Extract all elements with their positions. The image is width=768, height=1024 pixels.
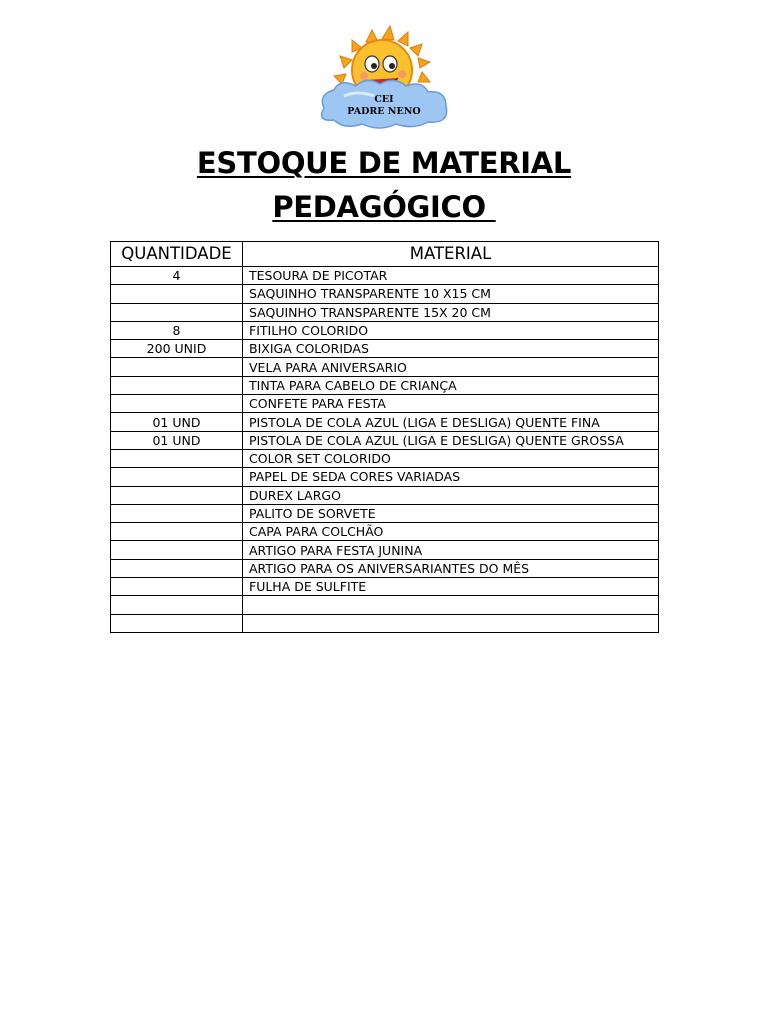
quantity-cell	[111, 504, 243, 522]
quantity-cell: 01 UND	[111, 413, 243, 431]
table-row	[111, 413, 659, 431]
logo-text-name: PADRE NENO	[347, 106, 421, 117]
material-cell: PALITO DE SORVETE	[243, 504, 659, 522]
material-cell: ARTIGO PARA OS ANIVERSARIANTES DO MÊS	[243, 559, 659, 577]
table-row	[111, 395, 659, 413]
table-row	[111, 523, 659, 541]
quantity-cell	[111, 486, 243, 504]
table-row	[111, 486, 659, 504]
header-material: MATERIAL	[243, 242, 659, 267]
quantity-cell	[111, 559, 243, 577]
quantity-cell	[111, 614, 243, 632]
table-row	[111, 358, 659, 376]
quantity-cell	[111, 449, 243, 467]
material-cell: FITILHO COLORIDO	[243, 321, 659, 339]
material-cell: TESOURA DE PICOTAR	[243, 267, 659, 285]
material-cell: COLOR SET COLORIDO	[243, 449, 659, 467]
material-cell	[243, 596, 659, 614]
material-cell: TINTA PARA CABELO DE CRIANÇA	[243, 376, 659, 394]
quantity-cell	[111, 395, 243, 413]
material-cell: PAPEL DE SEDA CORES VARIADAS	[243, 468, 659, 486]
material-cell: CAPA PARA COLCHÃO	[243, 523, 659, 541]
table-row	[111, 285, 659, 303]
table-row	[111, 614, 659, 632]
table-row	[111, 431, 659, 449]
page-title-line2: PEDAGÓGICO	[272, 190, 496, 224]
table-row	[111, 596, 659, 614]
inventory-table	[110, 241, 659, 633]
quantity-cell: 8	[111, 321, 243, 339]
quantity-cell: 4	[111, 267, 243, 285]
table-row	[111, 541, 659, 559]
table-row	[111, 303, 659, 321]
quantity-cell	[111, 285, 243, 303]
quantity-cell	[111, 578, 243, 596]
material-cell: ARTIGO PARA FESTA JUNINA	[243, 541, 659, 559]
material-cell: VELA PARA ANIVERSARIO	[243, 358, 659, 376]
quantity-cell	[111, 541, 243, 559]
table-row	[111, 321, 659, 339]
material-cell: BIXIGA COLORIDAS	[243, 340, 659, 358]
header-quantity: QUANTIDADE	[111, 242, 243, 267]
table-row	[111, 376, 659, 394]
table-row	[111, 267, 659, 285]
material-cell	[243, 614, 659, 632]
table-row	[111, 578, 659, 596]
table-header-row	[111, 242, 659, 267]
material-cell: DUREX LARGO	[243, 486, 659, 504]
table-row	[111, 504, 659, 522]
school-logo	[314, 24, 454, 130]
quantity-cell	[111, 376, 243, 394]
quantity-cell	[111, 468, 243, 486]
table-row	[111, 449, 659, 467]
quantity-cell	[111, 303, 243, 321]
quantity-cell	[111, 523, 243, 541]
page-title-line1: ESTOQUE DE MATERIAL	[196, 146, 572, 180]
table-row	[111, 559, 659, 577]
table-row	[111, 340, 659, 358]
quantity-cell	[111, 596, 243, 614]
quantity-cell: 01 UND	[111, 431, 243, 449]
logo-text-cei: CEI	[374, 94, 394, 105]
material-cell: SAQUINHO TRANSPARENTE 10 X15 CM	[243, 285, 659, 303]
material-cell: CONFETE PARA FESTA	[243, 395, 659, 413]
material-cell: FULHA DE SULFITE	[243, 578, 659, 596]
material-cell: PISTOLA DE COLA AZUL (LIGA E DESLIGA) QUENTE GROSSA	[243, 431, 659, 449]
table-row	[111, 468, 659, 486]
quantity-cell: 200 UNID	[111, 340, 243, 358]
quantity-cell	[111, 358, 243, 376]
material-cell: SAQUINHO TRANSPARENTE 15X 20 CM	[243, 303, 659, 321]
material-cell: PISTOLA DE COLA AZUL (LIGA E DESLIGA) QUENTE FINA	[243, 413, 659, 431]
